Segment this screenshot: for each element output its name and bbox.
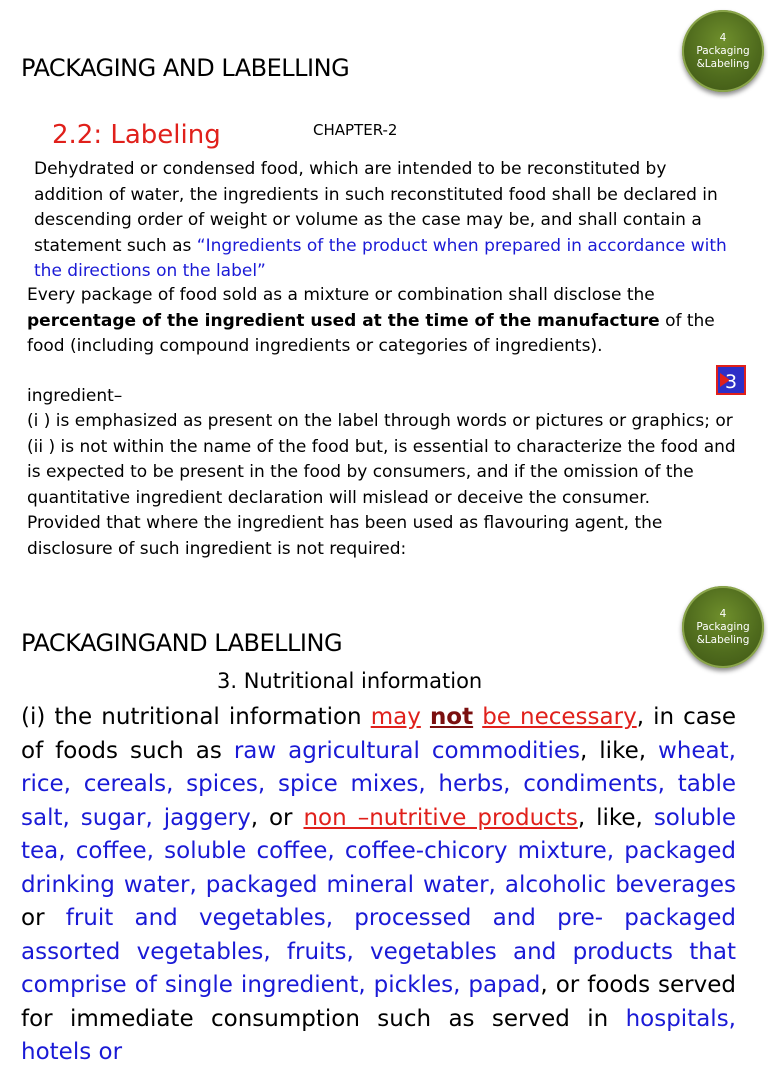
produce-examples-text: fruit and vegetables, processed and pre- packaged assorted vegetables, fruits, vegetables and products that comprise of single ingredient, pickles, papad: [21, 905, 736, 998]
badge-line2: &Labeling: [696, 57, 750, 70]
list-item: (i ) is emphasized as present on the label through words or pictures or graphics; or: [27, 411, 733, 431]
chapter-badge[interactable]: [682, 586, 764, 668]
badge-number: 4: [719, 607, 727, 620]
section-heading: 3. Nutritional information: [217, 669, 483, 693]
page-number: 3: [724, 371, 738, 393]
slide-title: PACKAGING AND LABELLING: [21, 54, 350, 82]
badge-line1: Packaging: [696, 44, 750, 57]
page-link-button[interactable]: [716, 365, 746, 395]
ingredient-label: ingredient–: [27, 386, 123, 406]
badge-line1: Packaging: [696, 620, 750, 633]
not-text: not: [429, 704, 474, 730]
badge-line2: &Labeling: [696, 633, 750, 646]
mixture-paragraph: [27, 283, 739, 360]
badge-number: 4: [719, 31, 727, 44]
may-text: may: [370, 704, 421, 730]
quoted-statement: “Ingredients of the product when prepared in accordance with the directions on the label”: [34, 235, 727, 281]
dehydrated-food-paragraph: [34, 157, 734, 285]
paragraph-text: or: [21, 905, 66, 931]
necessary-text: be necessary: [482, 704, 637, 730]
list-item: Provided that where the ingredient has been used as flavouring agent, the disclosure of such ingredient is not required:: [27, 513, 663, 559]
paragraph-text: (i) the nutritional information: [21, 704, 371, 730]
paragraph-text: , like,: [577, 804, 654, 831]
paragraph-text: of the food (including compound ingredients or categories of ingredients).: [27, 310, 715, 356]
beverage-examples-text: soluble tea, coffee, soluble coffee, coffee-chicory mixture, packaged drinking water, packaged mineral water, alcoholic beverages: [21, 804, 736, 898]
chapter-label: CHAPTER-2: [313, 121, 398, 139]
slide-nutritional-info: [0, 578, 768, 1065]
list-item: (ii ) is not within the name of the food but, is essential to characterize the food and is expected to be present in the food by consumers, and if the omission of the quantitative ingredient declaration will mislead or deceive the consumer.: [27, 436, 736, 508]
institution-examples-text: hospitals, hotels or: [21, 1005, 736, 1065]
paragraph-text: , or: [250, 804, 304, 831]
section-heading: 2.2: Labeling: [52, 120, 221, 150]
emphasized-text: percentage of the ingredient used at the time of the manufacture: [27, 310, 660, 331]
paragraph-text: Every package of food sold as a mixture or combination shall disclose the: [27, 285, 655, 305]
slide-title: PACKAGINGAND LABELLING: [21, 629, 343, 657]
paragraph-text: , in case of foods such as: [21, 704, 737, 764]
nutritional-info-paragraph: [21, 701, 736, 1070]
ingredient-conditions-list: [27, 409, 747, 562]
commodity-examples-text: wheat, rice, cereals, spices, spice mixes, herbs, condiments, table salt, sugar, jaggery: [21, 737, 736, 831]
paragraph-text: , or foods served for immediate consumption such as served in: [21, 972, 736, 1032]
paragraph-text: Dehydrated or condensed food, which are intended to be reconstituted by addition of water, the ingredients in such reconstituted food shall be declared in descending order of weight or volume as the case may be, and shall contain a statement such as: [34, 159, 718, 256]
non-nutritive-text: non –nutritive products: [303, 804, 578, 831]
raw-commodities-text: raw agricultural commodities: [233, 737, 580, 764]
paragraph-text: , like,: [579, 737, 659, 764]
chapter-badge[interactable]: [682, 10, 764, 92]
